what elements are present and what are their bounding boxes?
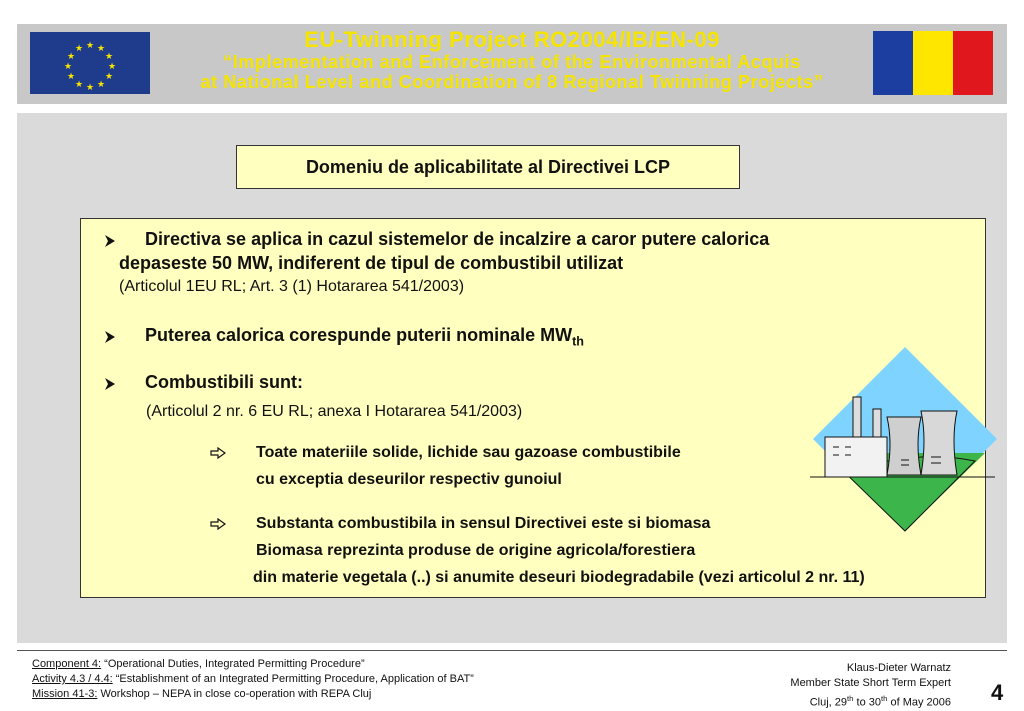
svg-text:★: ★	[107, 62, 117, 72]
svg-text:★: ★	[66, 72, 76, 82]
bullet1-line1: Directiva se aplica in cazul sistemelor de incalzire a caror putere calorica	[145, 229, 770, 249]
svg-text:★: ★	[74, 44, 84, 54]
arrowhead-bullet-icon	[103, 330, 117, 349]
date-sup1: th	[847, 694, 854, 703]
footer-divider	[17, 650, 1007, 651]
date-mid: to 30	[853, 696, 881, 709]
arrowhead-bullet-icon	[103, 377, 117, 396]
footer-role: Member State Short Term Expert	[790, 677, 951, 689]
power-plant-clipart-icon	[805, 345, 1000, 535]
bullet3-reference: (Articolul 2 nr. 6 EU RL; anexa I Hotararea 541/2003)	[146, 403, 523, 420]
header-banner	[17, 24, 1007, 104]
footer-activity	[32, 672, 474, 687]
bullet2-text	[145, 325, 584, 349]
hollow-arrow-bullet-icon	[210, 446, 226, 464]
svg-text:★: ★	[104, 72, 114, 82]
date-prefix: Cluj, 29	[809, 696, 848, 709]
svg-text:★: ★	[96, 44, 106, 54]
page-number: 4	[991, 680, 1004, 705]
svg-text:★: ★	[85, 83, 95, 93]
subbullet1-line1: Toate materiile solide, lichide sau gazoase combustibile	[256, 444, 681, 461]
date-sup2: th	[880, 694, 888, 703]
svg-text:★: ★	[104, 52, 114, 62]
svg-text:★: ★	[85, 41, 95, 51]
footer-activity-label: Activity 4.3 / 4.4:	[32, 673, 113, 685]
footer-component	[32, 657, 474, 672]
subbullet2-line2: Biomasa reprezinta produse de origine agricola/forestiera	[256, 542, 696, 559]
bullet3-text: Combustibili sunt:	[145, 372, 303, 392]
subbullet2-line1: Substanta combustibila in sensul Directivei este si biomasa	[256, 515, 711, 532]
project-code: EU-Twinning Project RO2004/IB/EN-09	[304, 27, 720, 52]
footer-author-info	[790, 661, 951, 711]
footer-activity-text: “Establishment of an Integrated Permitting Procedure, Application of BAT”	[112, 673, 474, 685]
footer-mission-text: Workshop – NEPA in close co-operation with REPA Cluj	[97, 688, 372, 700]
project-title	[167, 28, 857, 92]
bullet2-main: Puterea calorica corespunde puterii nominale MW	[145, 325, 573, 345]
footer-date	[790, 691, 951, 711]
footer-component-label: Component 4:	[32, 658, 102, 670]
svg-text:★: ★	[63, 62, 73, 72]
romania-flag-icon	[873, 31, 993, 95]
svg-text:★: ★	[96, 80, 106, 90]
eu-flag-icon	[30, 32, 150, 94]
footer-author: Klaus-Dieter Warnatz	[846, 662, 951, 674]
footer-component-text: “Operational Duties, Integrated Permitting Procedure”	[101, 658, 365, 670]
footer-info	[32, 657, 474, 702]
date-suffix: of May 2006	[887, 696, 951, 709]
slide-title: Domeniu de aplicabilitate al Directivei LCP	[236, 145, 740, 189]
subbullet1-line2: cu exceptia deseurilor respectiv gunoiul	[256, 471, 562, 488]
svg-text:★: ★	[66, 52, 76, 62]
bullet2-subscript: th	[572, 334, 584, 349]
subbullet2-line3: din materie vegetala (..) si anumite deseuri biodegradabile (vezi articolul 2 nr. 11)	[253, 569, 865, 586]
svg-text:★: ★	[74, 80, 84, 90]
hollow-arrow-bullet-icon	[210, 517, 226, 535]
footer-mission	[32, 687, 474, 702]
arrowhead-bullet-icon	[103, 234, 117, 253]
footer-mission-label: Mission 41-3:	[32, 688, 98, 700]
bullet1-line2: depaseste 50 MW, indiferent de tipul de combustibil utilizat	[119, 253, 624, 273]
project-subtitle-line1: “Implementation and Enforcement of the Environmental Acquis	[223, 52, 801, 72]
project-subtitle-line2: at National Level and Coordination of 8 Regional Twinning Projects”	[200, 72, 824, 92]
bullet1-reference: (Articolul 1EU RL; Art. 3 (1) Hotararea 541/2003)	[119, 278, 465, 295]
